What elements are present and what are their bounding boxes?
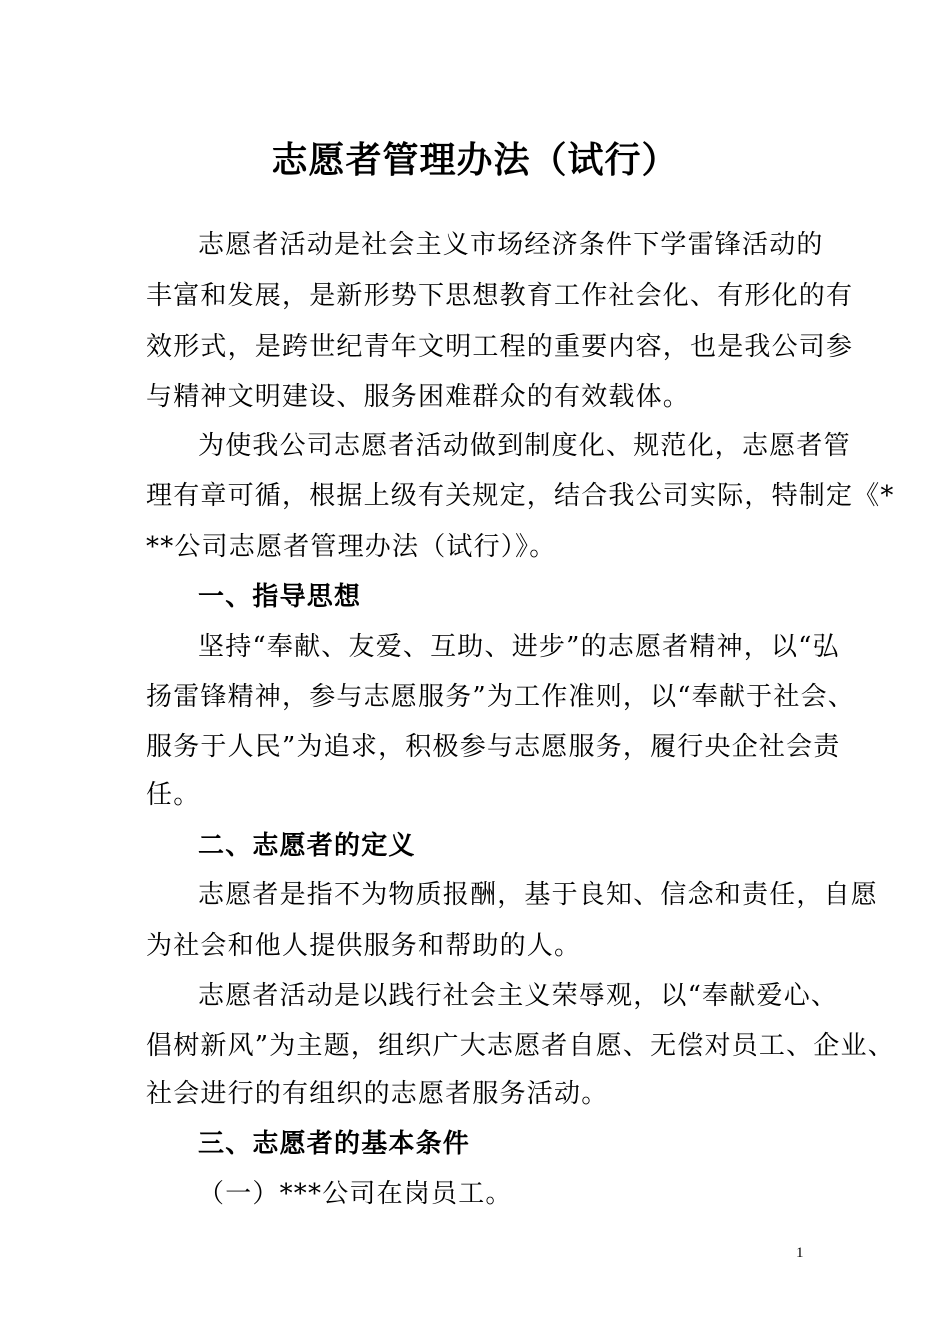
paragraph-line: 倡树新风”为主题，组织广大志愿者自愿、无偿对员工、企业、 <box>146 1031 895 1061</box>
page-number: 1 <box>796 1245 804 1261</box>
section-heading: 三、志愿者的基本条件 <box>198 1129 471 1159</box>
list-item: （一）***公司在岗员工。 <box>198 1179 513 1209</box>
paragraph-line: 社会进行的有组织的志愿者服务活动。 <box>146 1079 609 1109</box>
paragraph-line: 志愿者是指不为物质报酬，基于良知、信念和责任，自愿 <box>198 880 879 910</box>
paragraph-line: **公司志愿者管理办法（试行）》。 <box>146 532 557 562</box>
section-heading: 二、志愿者的定义 <box>198 831 416 861</box>
document-title: 志愿者管理办法（试行） <box>271 139 679 181</box>
paragraph-line: 坚持“奉献、友爱、互助、进步”的志愿者精神，以“弘 <box>198 632 840 662</box>
paragraph-line: 为使我公司志愿者活动做到制度化、规范化，志愿者管 <box>198 431 851 461</box>
paragraph-line: 志愿者活动是以践行社会主义荣辱观，以“奉献爱心、 <box>198 981 839 1011</box>
paragraph-line: 理有章可循，根据上级有关规定，结合我公司实际，特制定《* <box>146 481 895 511</box>
paragraph-line: 服务于人民”为追求，积极参与志愿服务，履行央企社会责 <box>146 732 841 762</box>
paragraph-line: 为社会和他人提供服务和帮助的人。 <box>146 931 582 961</box>
section-heading: 一、指导思想 <box>198 582 362 612</box>
paragraph-line: 效形式，是跨世纪青年文明工程的重要内容，也是我公司参 <box>146 332 854 362</box>
paragraph-line: 扬雷锋精神，参与志愿服务”为工作准则，以“奉献于社会、 <box>146 682 855 712</box>
paragraph-line: 志愿者活动是社会主义市场经济条件下学雷锋活动的 <box>198 230 824 260</box>
paragraph-line: 丰富和发展，是新形势下思想教育工作社会化、有形化的有 <box>146 281 854 311</box>
paragraph-line: 任。 <box>146 780 201 810</box>
paragraph-line: 与精神文明建设、服务困难群众的有效载体。 <box>146 382 691 412</box>
